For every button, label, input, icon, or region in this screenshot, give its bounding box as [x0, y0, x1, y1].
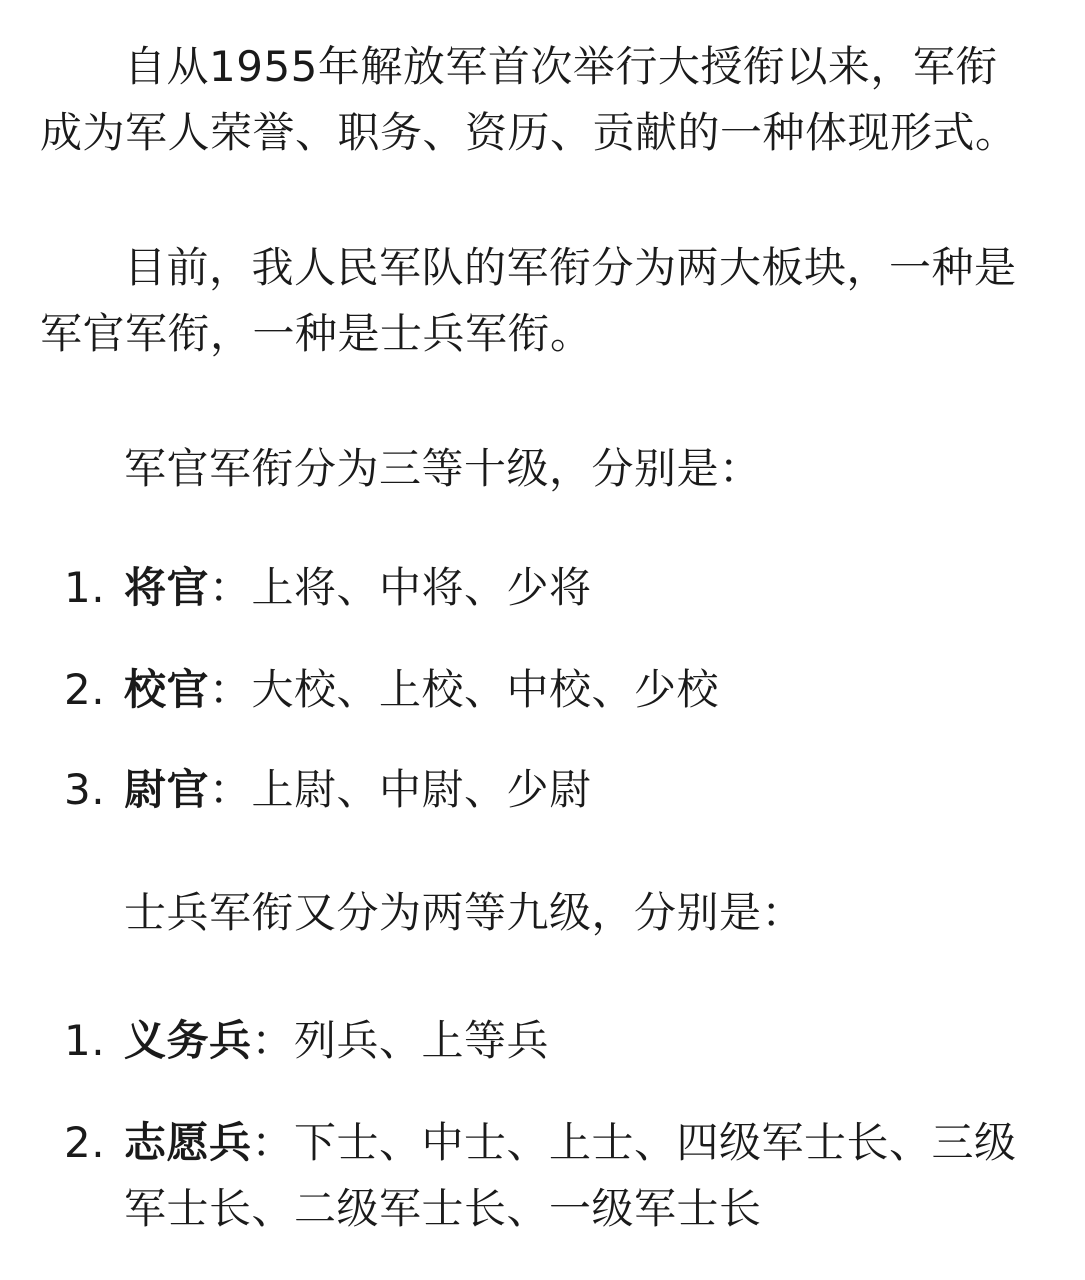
list-item-body	[124, 555, 1024, 621]
list-number: 1.	[64, 1016, 106, 1065]
paragraph-rank-categories: 目前，我人民军队的军衔分为两大板块，一种是军官军衔，一种是士兵军衔。	[40, 243, 1017, 358]
list-number: 2.	[64, 665, 106, 714]
rank-values: 大校、上校、中校、少校	[251, 665, 720, 714]
rank-separator: ：	[209, 563, 252, 612]
rank-group-term: 义务兵	[124, 1016, 252, 1065]
list-number: 2.	[64, 1118, 106, 1167]
rank-values: 上将、中将、少将	[251, 563, 592, 612]
paragraph-intro: 自从1955年解放军首次举行大授衔以来，军衔成为军人荣誉、职务、资历、贡献的一种体现形式。	[40, 42, 1018, 157]
list-item-body	[124, 657, 1024, 723]
rank-values: 下士、中士、上士、四级军士长、三级军士长、二级军士长、一级军士长	[124, 1118, 1017, 1233]
rank-separator: ：	[209, 765, 252, 814]
list-item-body	[124, 757, 1024, 823]
paragraph-enlisted-intro: 士兵军衔又分为两等九级，分别是：	[124, 888, 805, 937]
paragraph-officer-intro: 军官军衔分为三等十级，分别是：	[124, 444, 762, 493]
rank-group-term: 校官	[124, 665, 210, 714]
list-item-body	[124, 1110, 1024, 1242]
list-number: 1.	[64, 563, 106, 612]
list-number: 3.	[64, 765, 106, 814]
rank-values: 上尉、中尉、少尉	[251, 765, 592, 814]
rank-group-term: 将官	[124, 563, 210, 612]
rank-separator: ：	[251, 1016, 295, 1065]
list-item-body	[124, 1008, 1024, 1074]
rank-group-term: 尉官	[124, 765, 210, 814]
rank-separator: ：	[251, 1118, 295, 1167]
rank-group-term: 志愿兵	[124, 1118, 252, 1167]
rank-values: 列兵、上等兵	[294, 1016, 550, 1065]
rank-separator: ：	[209, 665, 252, 714]
